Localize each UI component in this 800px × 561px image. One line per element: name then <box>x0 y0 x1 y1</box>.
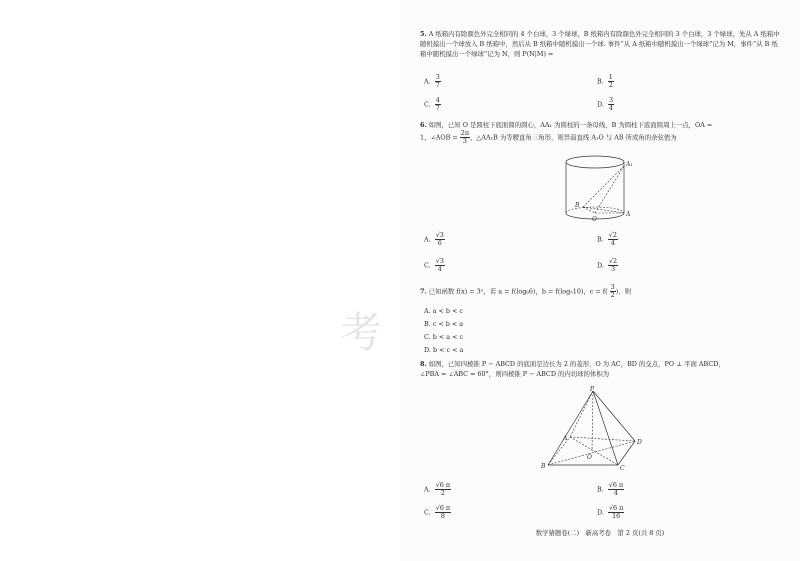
cylinder-figure <box>555 152 645 230</box>
q6-option-a-label: A. <box>424 235 431 244</box>
question-6-number: 6. <box>420 121 427 129</box>
q6-option-d-fraction: $\frac{√2}{3}$ <box>608 257 618 273</box>
question-7-text-a: 已知函数 f(x) = 3ˣ，若 a = f(log₆6)，b = f(log₅10)，c = f( <box>428 287 608 296</box>
q6-option-d[interactable] <box>597 258 618 273</box>
q8-option-c-label: C. <box>424 508 431 517</box>
q5-option-b-fraction: $\frac{1}{2}$ <box>608 73 613 89</box>
q8-option-b[interactable] <box>597 482 624 497</box>
question-7-number: 7. <box>420 287 427 296</box>
question-5 <box>420 29 780 59</box>
q5-option-b-label: B. <box>597 77 604 86</box>
label-o: O <box>592 216 597 223</box>
q8-option-c[interactable] <box>424 505 451 520</box>
q5-option-a-fraction: $\frac{3}{7}$ <box>435 73 440 89</box>
q5-option-c[interactable] <box>424 97 441 112</box>
question-8 <box>420 359 780 379</box>
question-6-angle-fraction: $\frac{2\pi}{3}$ <box>460 129 470 145</box>
q5-option-b[interactable] <box>597 74 614 89</box>
question-6-text-line2a: 1，∠AOB = <box>420 133 458 142</box>
question-8-number: 8. <box>420 360 427 368</box>
q6-option-b-fraction: $\frac{√2}{4}$ <box>608 231 617 247</box>
q8-option-b-label: B. <box>597 485 604 494</box>
q7-option-d[interactable]: D. b < c < a <box>424 346 464 354</box>
q8-option-d[interactable] <box>597 505 624 520</box>
q8-option-c-fraction: $\frac{√6 \pi}{8}$ <box>435 504 451 520</box>
question-8-text-line2: ∠PBA = ∠ABC = 60°，则四棱锥 P − ABCD 的内切球的体积为 <box>420 370 610 378</box>
label-d: D <box>637 439 642 446</box>
q7-option-c[interactable]: C. b < a < c <box>424 333 464 341</box>
question-5-number: 5. <box>420 30 427 38</box>
label-b: B <box>575 202 580 209</box>
q6-option-a-fraction: $\frac{√3}{6}$ <box>435 231 444 247</box>
question-8-text-line1: 如图，已知四棱锥 P − ABCD 的底面是边长为 2 的菱形，O 为 AC，BD 的交点，PO ⊥ 平面 ABCD， <box>428 360 725 368</box>
q5-option-a-label: A. <box>424 77 431 86</box>
question-7-text-b: )，则 <box>615 287 631 296</box>
q5-option-d[interactable] <box>597 97 614 112</box>
label-p: P <box>590 386 595 393</box>
q6-option-b-label: B. <box>597 235 604 244</box>
label-c: C <box>620 465 625 472</box>
label-a1: A₁ <box>626 161 633 168</box>
q8-option-d-label: D. <box>597 508 604 517</box>
q6-option-c-label: C. <box>424 261 431 270</box>
q6-option-b[interactable] <box>597 232 618 247</box>
label-b: B <box>541 463 546 470</box>
q5-option-d-label: D. <box>597 100 604 109</box>
watermark-logo: 考 <box>340 308 377 357</box>
q5-option-c-fraction: $\frac{4}{7}$ <box>435 96 440 112</box>
q8-option-d-fraction: $\frac{√6 \pi}{16}$ <box>608 504 624 520</box>
question-6 <box>420 120 780 145</box>
q7-option-a[interactable]: A. a < b < c <box>424 307 463 315</box>
question-6-text-line2b: ，△AA₁B 为等腰直角三角形，则异面直线 A₁O 与 AB 所成角的余弦值为 <box>470 133 677 142</box>
label-a: A <box>626 211 631 218</box>
q8-option-a-fraction: $\frac{√6 \pi}{2}$ <box>435 481 451 497</box>
q5-option-c-label: C. <box>424 100 431 109</box>
question-7 <box>420 284 780 299</box>
question-5-text: A 纸箱内有除颜色外完全相同的 4 个白球，3 个绿球，B 纸箱内有除颜色外完全相同的 3 个白球，3 个绿球，先从 A 纸箱中随机摸出一个球放入 B 纸箱中，然后从 B 纸箱中随机摸出一个球. 事件“从 A 纸箱中随机摸出一个绿球”记为 M，事件“从 B 纸箱中随机摸出一个绿球”记为 N，则 P(N|M) = <box>420 30 780 58</box>
question-7-arg-fraction: $\frac{3}{2}$ <box>610 283 615 299</box>
q8-option-a[interactable] <box>424 482 451 497</box>
label-a: A <box>563 435 568 442</box>
label-o: O <box>587 454 592 461</box>
q5-option-d-fraction: $\frac{3}{4}$ <box>608 96 614 112</box>
q8-option-b-fraction: $\frac{√6 \pi}{4}$ <box>608 481 624 497</box>
exam-page <box>400 0 800 561</box>
q6-option-c-fraction: $\frac{√3}{4}$ <box>435 257 444 273</box>
q6-option-a[interactable] <box>424 232 445 247</box>
q5-option-a[interactable] <box>424 74 441 89</box>
page-footer: 数学猜题卷(二) 新高考卷 第 2 页(共 8 页) <box>535 529 665 537</box>
q7-option-b[interactable]: B. c < b < a <box>424 320 464 328</box>
q6-option-c[interactable] <box>424 258 445 273</box>
question-6-text-line1: 如图，已知 O 是圆柱下底面圆的圆心，AA₁ 为圆柱的一条母线，B 为圆柱下底面圆周上一点，OA = <box>428 121 713 129</box>
q8-option-a-label: A. <box>424 485 431 494</box>
q6-option-d-label: D. <box>597 261 604 270</box>
pyramid-figure <box>540 385 650 473</box>
